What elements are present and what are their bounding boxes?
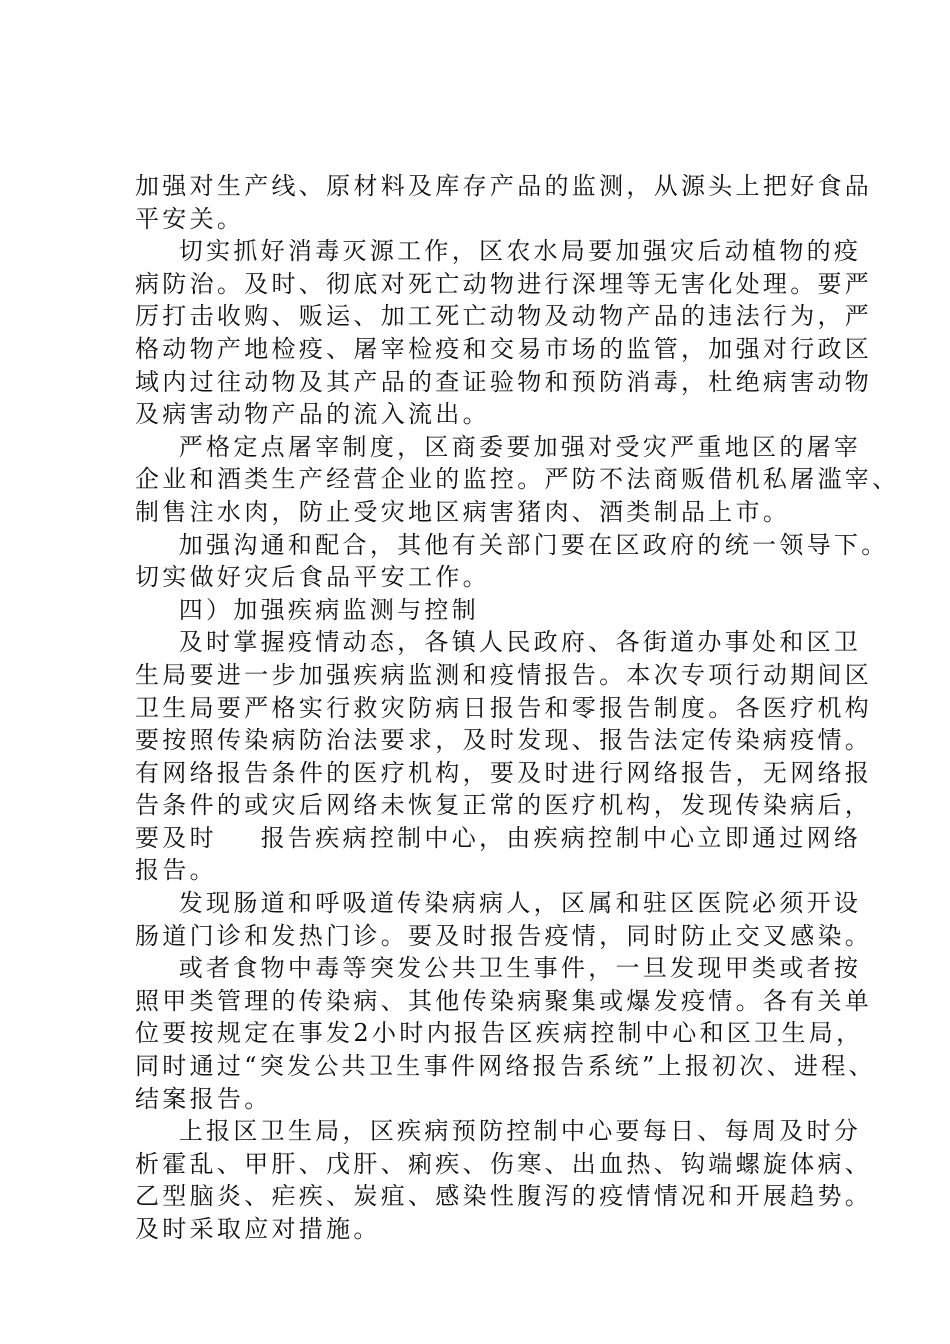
text-line: 及时采取应对措施。	[135, 1215, 381, 1243]
text-line: 加强对生产线、原材料及库存产品的监测，从源头上把好食品	[135, 172, 873, 200]
text-line: 域内过往动物及其产品的查证验物和预防消毒，杜绝病害动物	[135, 367, 873, 396]
text-line: 及病害动物产品的流入流出。	[135, 400, 490, 429]
text-line: 结案报告。	[135, 1084, 272, 1113]
text-line: 加强沟通和配合，其他有关部门要在区政府的统一领导下。	[135, 530, 889, 559]
text-line: 位要按规定在事发2小时内报告区疾病控制中心和区卫生局，	[135, 1019, 864, 1048]
text-line: 上报区卫生局，区疾病预防控制中心要每日、每周及时分	[135, 1117, 862, 1146]
text-line: 平安关。	[135, 204, 245, 233]
text-line: 企业和酒类生产经营企业的监控。严防不法商贩借机私屠滥宰、	[135, 465, 900, 494]
text-line: 厉打击收购、贩运、加工死亡动物及动物产品的违法行为，严	[135, 302, 873, 331]
document-body	[135, 170, 900, 1246]
text-line: 制售注水肉，防止受灾地区病害猪肉、酒类制品上市。	[135, 497, 791, 526]
text-line: 同时通过“突发公共卫生事件网络报告系统”上报初次、进程、	[135, 1052, 876, 1081]
text-line: 要按照传染病防治法要求，及时发现、报告法定传染病疫情。	[135, 726, 873, 755]
text-line: 乙型脑炎、疟疾、炭疽、感染性腹泻的疫情情况和开展趋势。	[135, 1182, 873, 1211]
section-heading: 四）加强疾病监测与控制	[135, 595, 480, 624]
text-line: 卫生局要严格实行救灾防病日报告和零报告制度。各医疗机构	[135, 693, 873, 722]
text-line: 告条件的或灾后网络未恢复正常的医疗机构，发现传染病后，	[135, 791, 873, 820]
text-line: 切实做好灾后食品平安工作。	[135, 563, 490, 592]
text-line: 照甲类管理的传染病、其他传染病聚集或爆发疫情。各有关单	[135, 986, 873, 1015]
text-line: 生局要进一步加强疾病监测和疫情报告。本次专项行动期间区	[135, 660, 873, 689]
text-line: 析霍乱、甲肝、戊肝、痢疾、伤寒、出血热、钩端螺旋体病、	[135, 1149, 873, 1178]
text-line: 格动物产地检疫、屠宰检疫和交易市场的监管，加强对行政区	[135, 334, 873, 363]
text-line: 肠道门诊和发热门诊。要及时报告疫情，同时防止交叉感染。	[135, 921, 873, 950]
text-line: 有网络报告条件的医疗机构，要及时进行网络报告，无网络报	[135, 758, 873, 787]
text-line: 要及时 报告疾病控制中心，由疾病控制中心立即通过网络	[135, 823, 862, 852]
text-line: 病防治。及时、彻底对死亡动物进行深埋等无害化处理。要严	[135, 269, 873, 298]
text-line: 报告。	[135, 856, 217, 885]
text-line: 发现肠道和呼吸道传染病病人，区属和驻区医院必须开设	[135, 889, 862, 918]
text-line: 及时掌握疫情动态，各镇人民政府、各街道办事处和区卫	[135, 628, 862, 657]
text-line: 或者食物中毒等突发公共卫生事件，一旦发现甲类或者按	[135, 954, 862, 983]
text-line: 严格定点屠宰制度，区商委要加强对受灾严重地区的屠宰	[135, 432, 862, 461]
text-line: 切实抓好消毒灭源工作，区农水局要加强灾后动植物的疫	[135, 237, 862, 266]
